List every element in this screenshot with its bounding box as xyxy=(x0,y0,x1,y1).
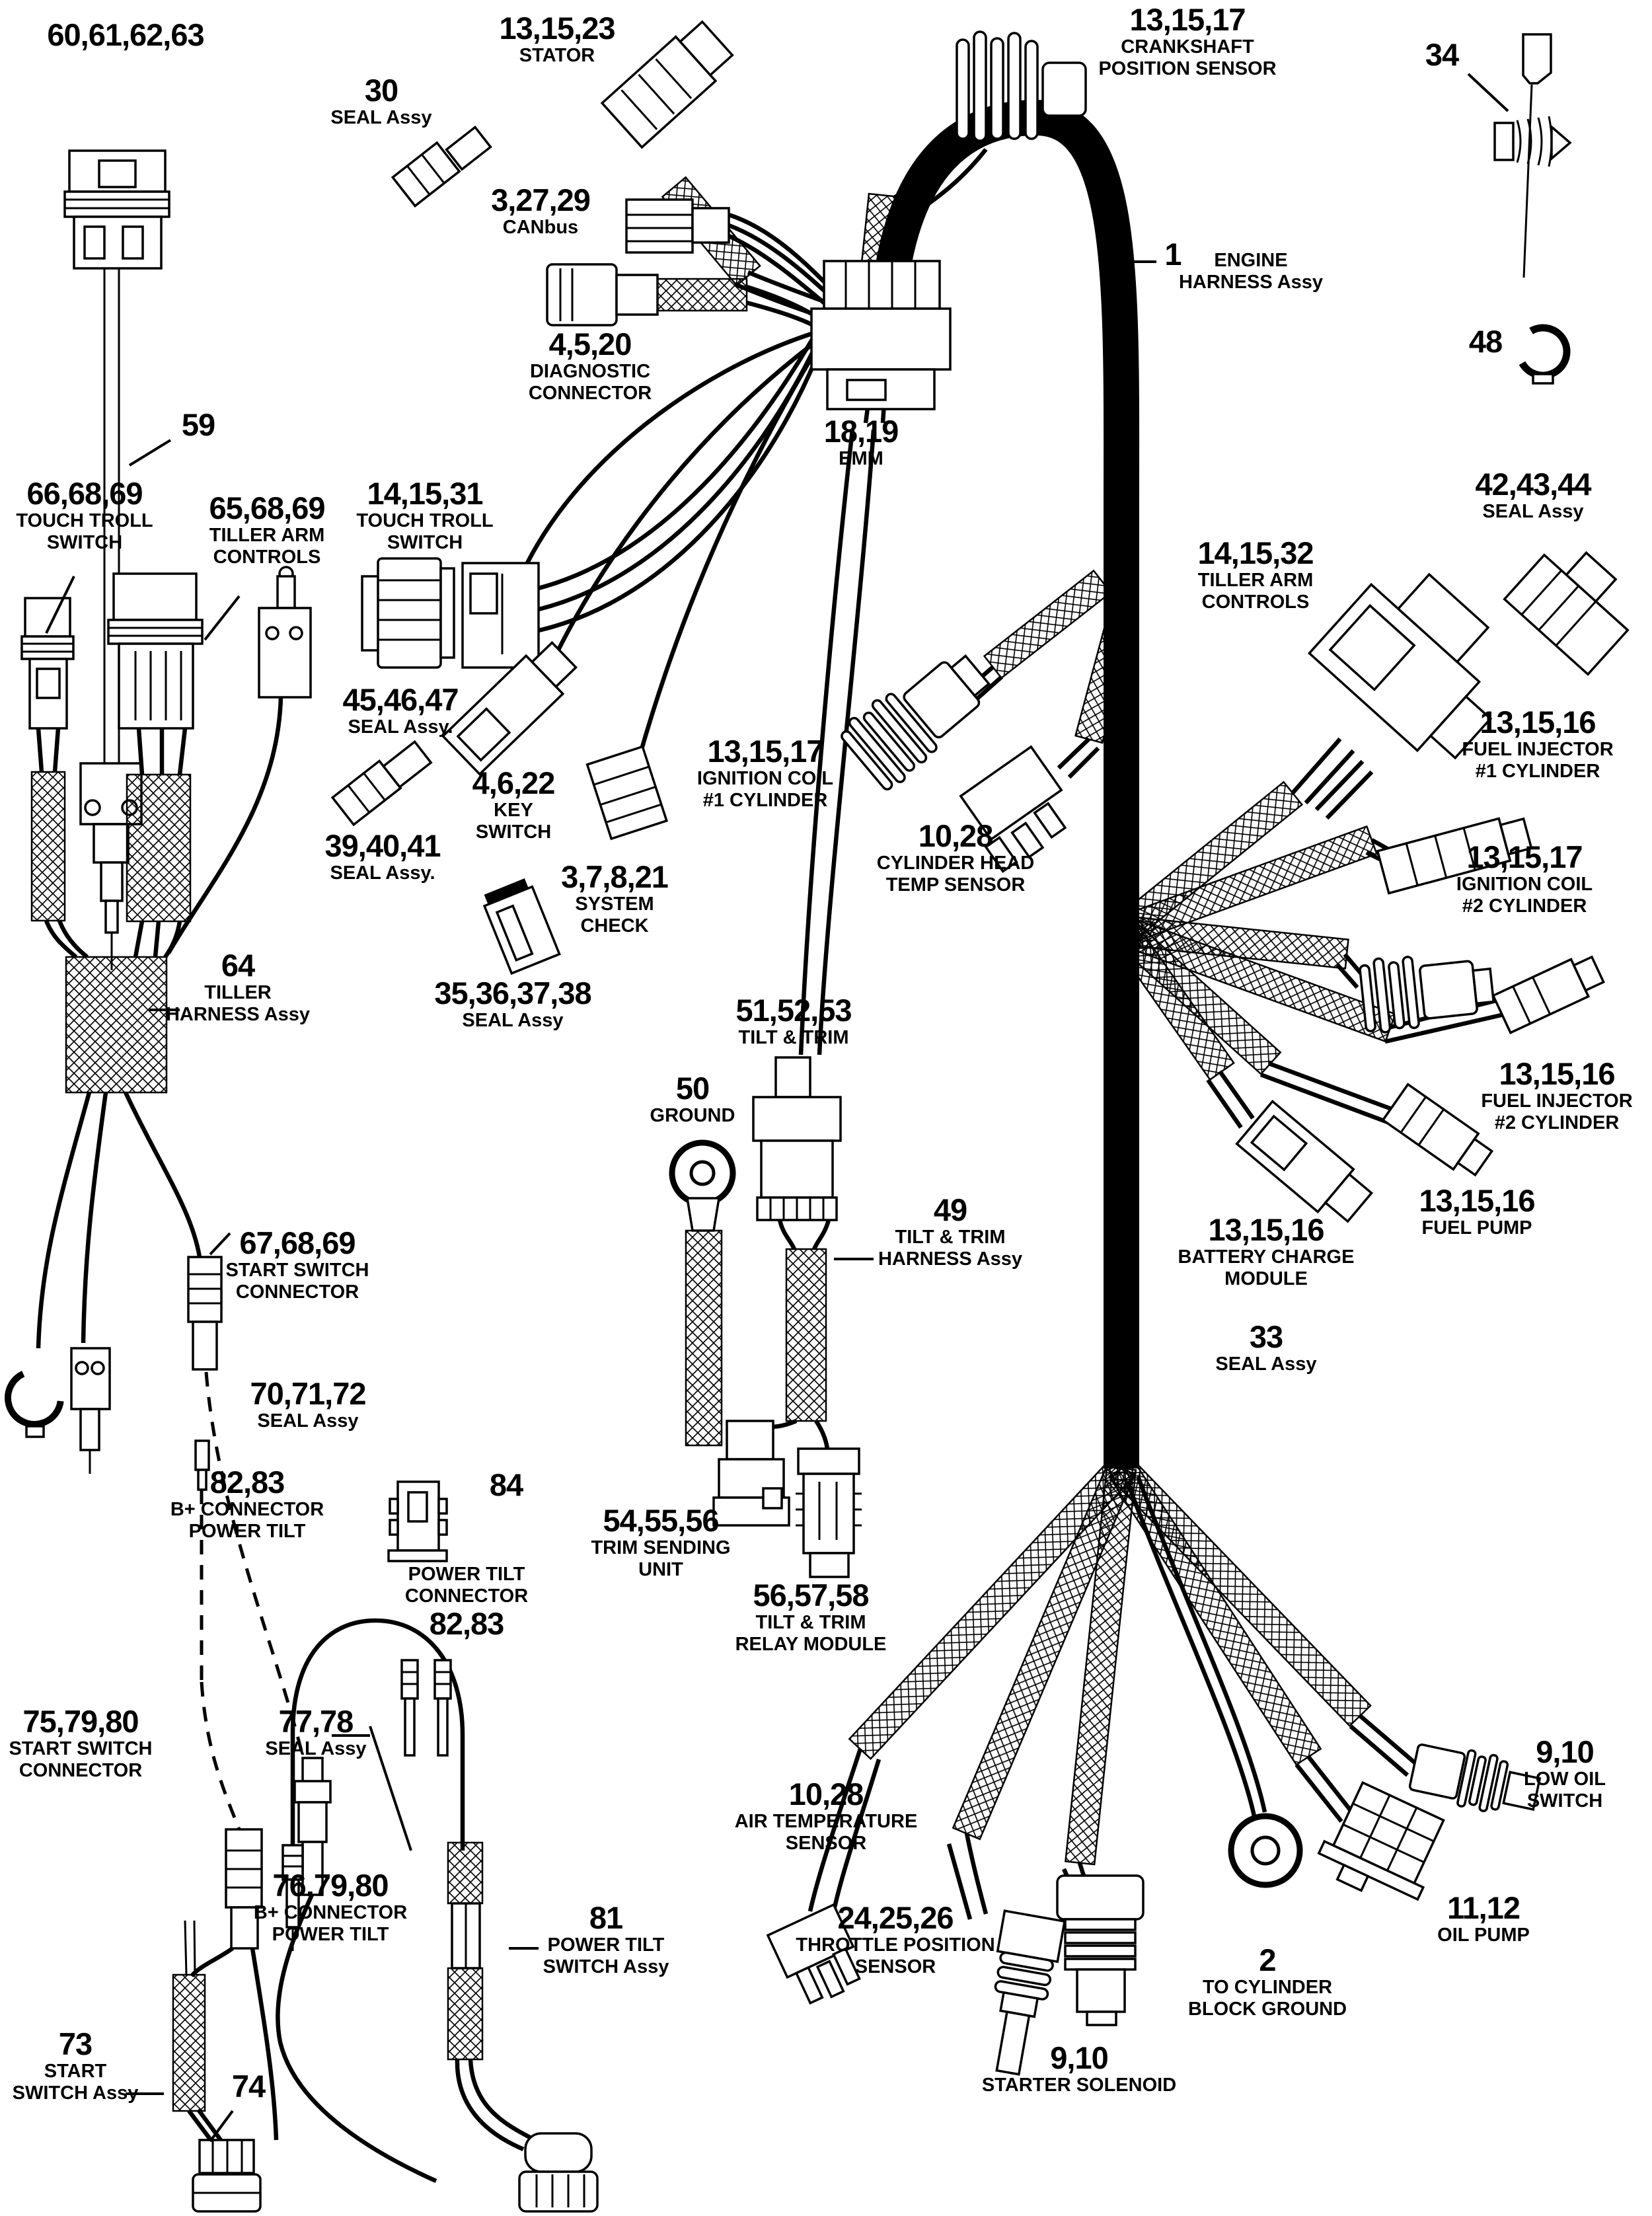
part-label-13-15-16-fuel-pump xyxy=(1419,1184,1535,1239)
part-label-76-79-80-bplus xyxy=(254,1869,407,1945)
part-number: 10,28 xyxy=(788,1777,864,1812)
part-name-line: TO CYLINDER xyxy=(1202,1976,1333,1998)
part-number: 9,10 xyxy=(1536,1734,1594,1769)
part-label-13-15-17-ignition-coil-1 xyxy=(697,735,833,811)
part-label-64-tiller-harness xyxy=(166,949,310,1025)
part-number: 34 xyxy=(1425,37,1459,72)
part-name-line: POWER TILT xyxy=(188,1520,306,1542)
part-label-13-15-16-battery-charge xyxy=(1178,1213,1355,1289)
part-number: 13,15,16 xyxy=(1499,1056,1615,1091)
part-number: 11,12 xyxy=(1446,1890,1521,1925)
part-name-line: CONNECTOR xyxy=(404,1585,529,1607)
part-name-line: TEMP SENSOR xyxy=(885,874,1026,896)
part-name-line: SWITCH Assy xyxy=(543,1956,669,1977)
part-number: 42,43,44 xyxy=(1475,467,1591,502)
part-name-line: TRIM SENDING xyxy=(591,1537,731,1558)
part-name-line: SWITCH Assy xyxy=(12,2082,139,2104)
part-name-line: MODULE xyxy=(1224,1268,1308,1289)
part-label-13-15-16-fuel-injector-2 xyxy=(1481,1057,1632,1133)
part-label-2-block-ground xyxy=(1188,1944,1347,2020)
part-number: 77,78 xyxy=(278,1704,354,1739)
part-number: 75,79,80 xyxy=(22,1704,139,1739)
part-name-line: CRANKSHAFT xyxy=(1121,36,1254,57)
part-name-line: START SWITCH xyxy=(225,1259,369,1281)
part-number: 18,19 xyxy=(823,414,899,449)
part-label-81-power-tilt-switch xyxy=(543,1901,669,1977)
part-number: 82,83 xyxy=(429,1605,504,1641)
part-label-11-12-oil-pump xyxy=(1437,1891,1530,1946)
part-name-line: BLOCK GROUND xyxy=(1187,1998,1347,2020)
part-name-line: SEAL Assy xyxy=(1215,1353,1317,1375)
part-name-line: #2 CYLINDER xyxy=(1462,895,1587,917)
part-name-line: TOUCH TROLL xyxy=(356,510,494,531)
part-number: 56,57,58 xyxy=(753,1578,869,1613)
part-label-13-15-17-ignition-coil-2 xyxy=(1456,841,1593,917)
part-name-line: AIR TEMPERATURE xyxy=(734,1810,918,1832)
part-number: 13,15,17 xyxy=(1466,839,1583,874)
part-number: 10,28 xyxy=(918,818,993,853)
part-number: 66,68,69 xyxy=(26,476,143,511)
part-name-line: LOW OIL xyxy=(1523,1768,1606,1790)
part-label-4-6-22-key xyxy=(472,767,555,843)
part-label-35-36-37-38-seal xyxy=(434,977,591,1032)
part-name-line: CONNECTOR xyxy=(235,1281,359,1303)
part-name-line: CONNECTOR xyxy=(19,1759,143,1781)
part-name-line: CONTROLS xyxy=(213,546,321,568)
part-name-line: SWITCH xyxy=(475,821,552,843)
part-number: 73 xyxy=(58,2026,93,2061)
part-name-line: SEAL Assy xyxy=(1482,500,1584,522)
part-name-line: SWITCH xyxy=(1526,1790,1603,1812)
part-number: 4,5,20 xyxy=(548,326,632,362)
part-label-30-seal xyxy=(330,74,432,129)
part-name-line: SEAL Assy xyxy=(257,1410,359,1432)
part-number: 13,15,16 xyxy=(1208,1212,1324,1247)
part-label-18-19-emm xyxy=(824,415,899,470)
part-label-77-78-seal xyxy=(265,1705,366,1760)
part-name-line: SEAL Assy. xyxy=(348,716,453,738)
part-name-line: POSITION SENSOR xyxy=(1098,57,1277,79)
part-number: 54,55,56 xyxy=(603,1503,719,1538)
part-number: 2 xyxy=(1259,1942,1276,1977)
part-number: 64 xyxy=(221,948,255,983)
part-name-line: SENSOR xyxy=(785,1832,867,1854)
part-name-line: B+ CONNECTOR xyxy=(253,1901,408,1923)
part-label-70-71-72-seal xyxy=(250,1377,366,1432)
part-label-4-5-20-diagnostic xyxy=(529,328,652,404)
part-number: 14,15,31 xyxy=(367,476,483,511)
part-label-34 xyxy=(1425,38,1458,71)
part-name-line: TILLER xyxy=(204,981,272,1003)
part-name-line: HARNESS Assy xyxy=(878,1248,1023,1270)
part-label-45-46-47-seal xyxy=(343,683,459,738)
part-name-line: EMM xyxy=(839,447,883,469)
part-name-line: TILLER ARM xyxy=(209,524,325,546)
part-name-line: CANbus xyxy=(502,216,579,238)
part-label-49-tilt-trim-harness xyxy=(878,1194,1022,1270)
part-label-10-28-air-temp xyxy=(735,1778,918,1854)
part-label-48 xyxy=(1469,325,1502,358)
part-name-line: FUEL INJECTOR xyxy=(1481,1090,1633,1112)
part-number: 30 xyxy=(364,73,398,108)
part-number: 59 xyxy=(181,407,215,442)
part-number: 49 xyxy=(933,1192,967,1227)
part-name-line: HARNESS Assy xyxy=(1178,271,1324,293)
part-number: 51,52,53 xyxy=(735,993,852,1028)
part-name-line: DIAGNOSTIC xyxy=(529,360,651,382)
part-number: 33 xyxy=(1249,1319,1283,1354)
part-name-line: HARNESS Assy xyxy=(165,1003,311,1025)
part-name-line: TILT & TRIM xyxy=(895,1226,1006,1248)
part-name-line: RELAY MODULE xyxy=(735,1633,887,1655)
part-label-82-83-bplus xyxy=(170,1466,324,1542)
part-name-line: STARTER SOLENOID xyxy=(981,2074,1177,2096)
part-number: 13,15,17 xyxy=(707,734,823,769)
part-name-line: CONTROLS xyxy=(1201,591,1310,613)
part-name-line: CYLINDER HEAD xyxy=(876,852,1035,874)
part-number: 60,61,62,63 xyxy=(47,17,204,52)
part-name-line: TOUCH TROLL xyxy=(16,510,153,531)
part-label-33-seal xyxy=(1215,1320,1316,1375)
part-number: 45,46,47 xyxy=(342,682,459,717)
part-label-75-79-80-start-switch xyxy=(9,1705,153,1781)
part-name-line: #2 CYLINDER xyxy=(1494,1112,1620,1133)
part-label-56-57-58-relay xyxy=(735,1579,887,1655)
part-name-line: SEAL Assy. xyxy=(330,862,435,884)
part-name-line: START xyxy=(44,2060,107,2082)
part-number: 14,15,32 xyxy=(1197,535,1314,570)
part-number: 9,10 xyxy=(1050,2040,1108,2075)
part-name-line: STATOR xyxy=(519,44,595,66)
part-label-42-43-44-seal xyxy=(1476,468,1591,523)
part-number: 1 xyxy=(1164,237,1182,272)
part-name-line: SWITCH xyxy=(46,531,123,553)
part-number: 70,71,72 xyxy=(250,1376,366,1411)
part-name-line: CONNECTOR xyxy=(528,382,652,404)
part-name-line: GROUND xyxy=(650,1104,735,1126)
part-name-line: BATTERY CHARGE xyxy=(1178,1246,1355,1268)
part-number: 48 xyxy=(1468,324,1503,359)
part-name-line: START SWITCH xyxy=(9,1738,153,1759)
part-name-line: THROTTLE POSITION xyxy=(796,1934,995,1956)
part-name-line: TILLER ARM xyxy=(1197,569,1314,591)
part-number: 13,15,16 xyxy=(1419,1183,1535,1218)
part-name-line: POWER TILT xyxy=(272,1923,389,1945)
part-label-84 xyxy=(490,1469,523,1502)
part-label-54-55-56-trim-sending xyxy=(591,1504,730,1580)
part-number: 4,6,22 xyxy=(472,765,555,800)
part-name-line: TILT & TRIM xyxy=(755,1611,866,1633)
part-label-10-28-cylinder-head xyxy=(877,820,1034,896)
part-label-65-68-69-tiller-arm xyxy=(209,492,325,568)
part-name-line: #1 CYLINDER xyxy=(702,789,828,811)
part-label-51-52-53-tilt-trim xyxy=(736,994,852,1049)
part-name-line: CHECK xyxy=(580,915,649,936)
part-label-3-7-8-21-system-check xyxy=(561,860,668,936)
part-name-line: POWER TILT xyxy=(547,1934,665,1956)
part-number: 35,36,37,38 xyxy=(434,975,591,1011)
part-label-9-10-starter-solenoid xyxy=(982,2042,1176,2096)
part-name-line: #1 CYLINDER xyxy=(1475,760,1600,782)
part-name-line: POWER TILT xyxy=(408,1564,525,1585)
part-number: 76,79,80 xyxy=(272,1868,389,1903)
part-name-line: SENSOR xyxy=(854,1956,936,1977)
part-number: 13,15,17 xyxy=(1129,2,1246,37)
part-label-50-ground xyxy=(650,1072,735,1127)
part-label-66-68-69-touch-troll xyxy=(16,477,153,553)
part-label-67-68-69-start-switch xyxy=(226,1227,369,1303)
part-number: 24,25,26 xyxy=(837,1900,954,1935)
part-name-line: FUEL PUMP xyxy=(1421,1217,1532,1239)
part-name-line: B+ CONNECTOR xyxy=(170,1498,324,1520)
part-label-74 xyxy=(232,2070,265,2103)
part-name-line: FUEL INJECTOR xyxy=(1462,738,1614,760)
part-name-line: IGNITION COIL xyxy=(1456,873,1593,895)
part-name-line: SWITCH xyxy=(387,531,463,553)
part-name-line: OIL PUMP xyxy=(1437,1924,1530,1946)
part-label-13-15-23-stator xyxy=(500,12,615,67)
part-number: 39,40,41 xyxy=(324,828,441,863)
part-name-line: SEAL Assy xyxy=(265,1738,367,1759)
part-number: 13,15,16 xyxy=(1480,705,1596,740)
part-number: 65,68,69 xyxy=(209,490,325,525)
part-label-power-tilt-connector-82-83 xyxy=(405,1564,528,1640)
part-number: 3,7,8,21 xyxy=(561,859,668,894)
part-number: 82,83 xyxy=(209,1465,285,1500)
part-name-line: SEAL Assy xyxy=(462,1009,564,1031)
part-number: 13,15,23 xyxy=(499,11,615,46)
part-label-14-15-31-touch-troll xyxy=(356,477,493,553)
part-number: 74 xyxy=(231,2069,266,2104)
part-label-13-15-16-fuel-injector-1 xyxy=(1462,706,1613,782)
part-label-13-15-17-crankshaft xyxy=(1098,3,1276,79)
part-number: 81 xyxy=(589,1900,623,1935)
part-name-line: ENGINE xyxy=(1214,250,1288,271)
part-name-line: SYSTEM xyxy=(575,893,654,915)
part-label-9-10-low-oil xyxy=(1524,1736,1606,1812)
part-label-60-61-62-63 xyxy=(47,19,204,52)
part-name-line: TILT & TRIM xyxy=(738,1026,849,1048)
part-number: 67,68,69 xyxy=(239,1225,356,1260)
part-name-line: SEAL Assy xyxy=(330,106,432,128)
part-number: 50 xyxy=(675,1071,710,1106)
part-label-73-start-switch xyxy=(13,2028,139,2104)
part-label-14-15-32-tiller-arm xyxy=(1198,537,1314,613)
part-label-1-engine-harness xyxy=(1179,250,1323,293)
part-label-59 xyxy=(182,408,215,441)
part-name-line: UNIT xyxy=(638,1558,683,1580)
part-label-39-40-41-seal xyxy=(325,829,441,884)
part-name-line: KEY xyxy=(494,799,533,821)
part-number: 3,27,29 xyxy=(491,182,590,217)
part-number: 84 xyxy=(489,1467,523,1502)
part-label-24-25-26-throttle xyxy=(796,1901,995,1977)
part-name-line: IGNITION COIL xyxy=(696,767,834,789)
part-label-3-27-29-canbus xyxy=(491,184,590,239)
